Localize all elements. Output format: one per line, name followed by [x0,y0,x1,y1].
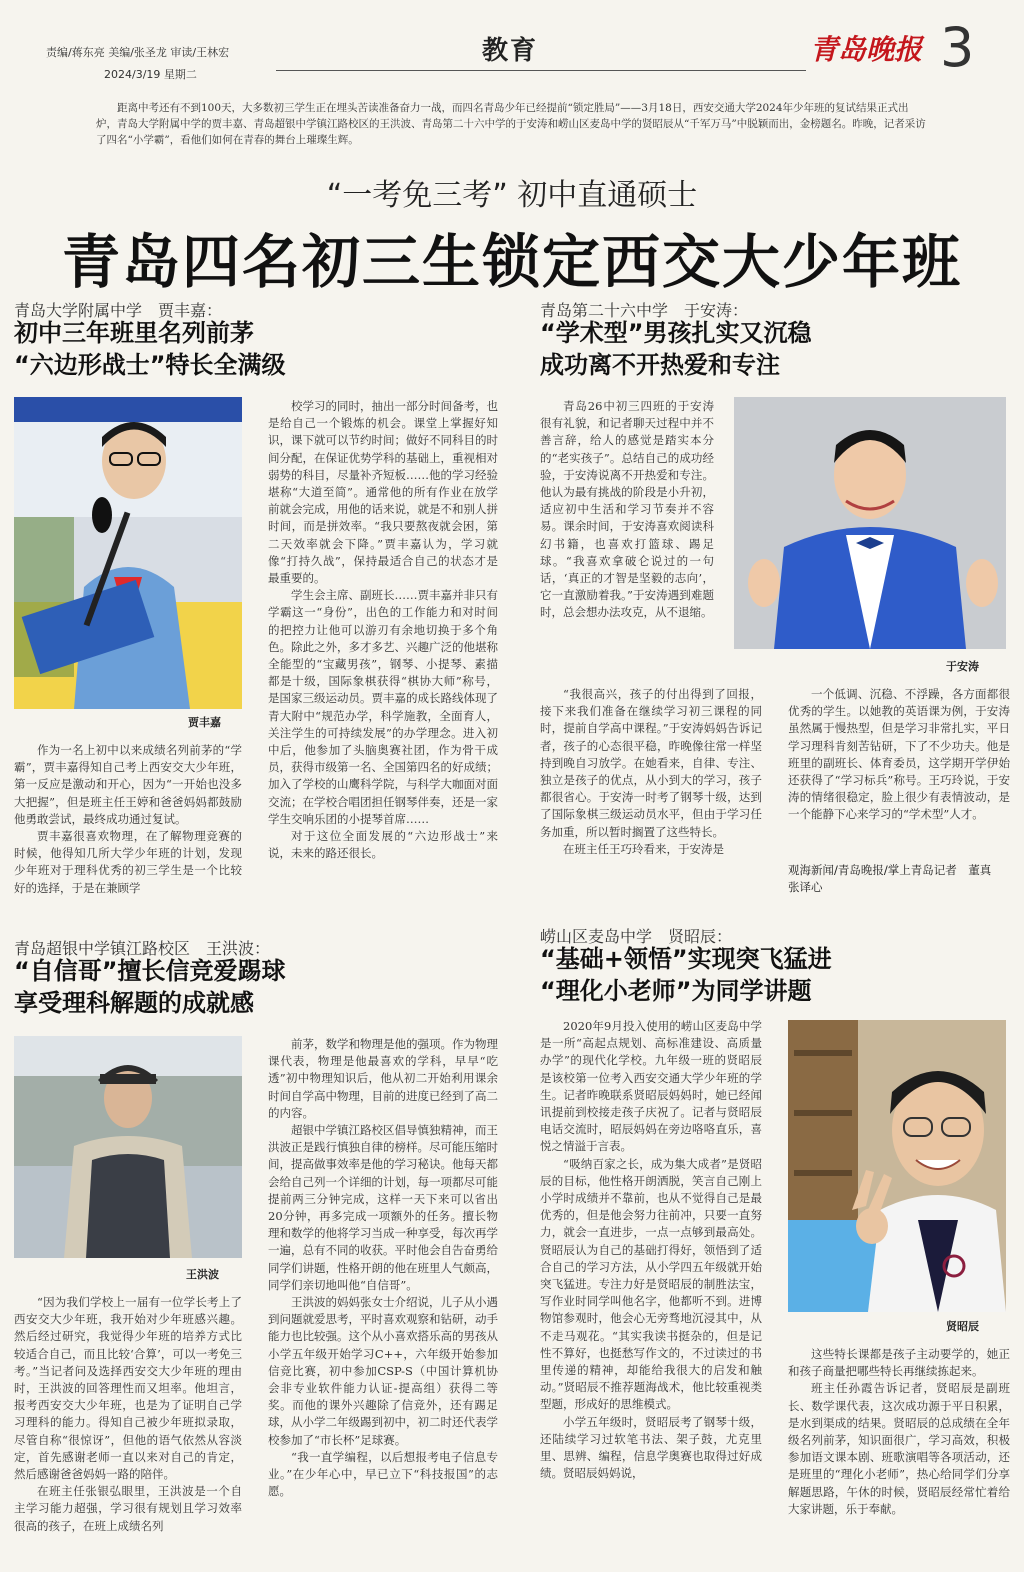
newspaper-logo: 青岛晚报 [810,33,923,66]
main-headline: 青岛四名初三生锁定西交大少年班 [61,228,962,296]
page-number: 3 [940,16,975,79]
story3-paragraph: “我一直学编程，以后想报考电子信息专业。”在少年心中，早已立下“科技报国”的志愿。 [268,1449,498,1499]
story1-column2 [268,398,498,914]
kicker-headline: “一考免三考” 初中直通硕士 [326,178,698,213]
story4-paragraph: “吸纳百家之长，成为集大成者”是贤昭辰的目标，他性格开朗洒脱，笑言自己刚上小学时成绩并不靠前，也从不觉得自己是最优秀的，但是他会努力往前冲，只要一直努力，就会一直进步，一点一点够到最高处。贤昭辰认为自己的基础打得好，领悟到了适合自己的学习方法，从小学四五年级就开始突飞猛进。专注力好是贤昭辰的制胜法宝，写作业时同学叫他名字，他都听不到。进博物馆参观时，他会心无旁骛地沉浸其中，从不走马观花。“其实我读书挺杂的，但是记性不算好，也挺愁写作文的，不过读过的书里传递的精神，却能给我很大的启发和触动。”贤昭辰不推荐题海战术，他比较重视类型题，形成好的思维模式。 [540,1156,762,1412]
story2-paragraph: “我很高兴，孩子的付出得到了回报，接下来我们准备在继续学习初三课程的同时，提前自学高中课程。”于安涛妈妈告诉记者，孩子的心态很平稳，昨晚像往常一样坚持到晚自习放学。在她看来，自律、专注、独立是孩子的优点，从小到大的学习，孩子都很省心。于安涛一时考了钢琴十级，达到了国际象棋三级运动员水平，但由于学习任务加重，所以暂时搁置了这些特长。 [540,687,762,839]
story3-paragraph: 在班主任张银弘眼里，王洪波是一个自主学习能力超强，学习很有规划且学习效率很高的孩子，在班上成绩名列 [14,1484,242,1533]
story3-paragraph: “因为我们学校上一届有一位学长考上了西安交大少年班，我开始对少年班感兴趣。然后经过研究，我觉得少年班的培养方式比较适合自己，而且比较‘合算’，可以一考免三考。”当记者问及选择西安交大少年班的理由时，王洪波的回答理性而又坦率。他坦言，报考西安交大少年班，也是为了证明自己学习理科的能力。得知自己被少年班拟录取，尽管自称“很惊讶”，但他的语气依然从容淡定，首先感谢老师一直以来对自己的肯定，然后感谢爸爸妈妈一路的陪伴。 [14,1295,242,1482]
story1-title-line1: 初中三年班里名列前茅 [14,319,254,347]
editors-line: 责编/蒋东亮 美编/张圣龙 审读/王林宏 [46,46,230,59]
story4-paragraph: 班主任孙霞告诉记者，贤昭辰是副班长、数学课代表，这次成功源于平日积累，是水到渠成的结果。贤昭辰的总成绩在全年级名列前茅，知识面很广，学习高效，积极参加语文课本剧、班歌演唱等各项活动，还是班里的“理化小老师”，热心给同学们分享解题思路，午休的时候，贤昭辰经常忙着给大家讲题，乐于奉献。 [788,1381,1010,1516]
story3-paragraph: 超银中学镇江路校区倡导慎独精神，而王洪波正是践行慎独自律的榜样。尽可能压缩时间，提高做事效率是他的学习秘诀。他每天都会给自己列一个详细的计划，每一项都尽可能提前两三分钟完成，这样一天下来可以省出20分钟，再多完成一项额外的任务。擅长物理和数学的他将学习当成一种享受，每次再学一遍，总有不同的收获。平时他会自告奋勇给同学们讲题，性格开朗的他在班里人气颇高，同学们亲切地叫他“自信哥”。 [268,1123,498,1292]
lead-paragraph: 距离中考还有不到100天，大多数初三学生正在埋头苦读准备奋力一战，而四名青岛少年已经提前“锁定胜局”——3月18日，西安交通大学2024年少年班的复试结果正式出炉，青岛大学附属中学的贾丰嘉、青岛超银中学镇江路校区的王洪波、青岛第二十六中学的于安涛和崂山区麦岛中学的贤昭辰从“千军万马”中脱颖而出，金榜题名。昨晚，记者采访了四名“小学霸”，看他们如何在青春的舞台上璀璨生辉。 [96,102,926,146]
story2-paragraph: 青岛26中初三四班的于安涛很有礼貌，和记者聊天过程中并不善言辞，给人的感觉是踏实本分的“老实孩子”。总结自己的成功经验，于安涛说离不开热爱和专注。他认为最有挑战的阶段是小升初，适应初中生活和学习节奏并不容易。课余时间，于安涛喜欢阅读科幻书籍，也喜欢打篮球、踢足球。“我喜欢拿破仑说过的一句话，‘真正的才智是坚毅的志向’，它一直激励着我。”于安涛遇到难题时，总会想办法攻克，从不退缩。 [540,399,714,620]
story1-paragraph: 校学习的同时，抽出一部分时间备考，也是给自己一个锻炼的机会。课堂上掌握好知识，课下就可以节约时间；做好不同科目的时间分配，在保证优势学科的基础上，重视相对弱势的科目，尽量补齐短板……他的学习经验堪称“大道至简”。通常他的所有作业在放学前就会完成，用他的话来说，就是不和别人拼时间，而是拼效率。“我只要熬夜就会困，第二天效率就会下降。”贾丰嘉认为，学习就像“打持久战”，保持最适合自己的状态才是最重要的。 [268,399,498,586]
story2-column1-top [540,398,714,686]
masthead-rule [276,70,806,71]
story4-title-line2: “理化小老师”为同学讲题 [540,977,812,1005]
story3-byline: 青岛超银中学镇江路校区 王洪波： [14,939,271,958]
story4-byline: 崂山区麦岛中学 贤昭辰： [540,927,733,946]
story4-paragraph: 2020年9月投入使用的崂山区麦岛中学是一所“高起点规划、高标准建设、高质量办学”的现代化学校。九年级一班的贤昭辰是该校第一位考入西安交通大学少年班的学生。记者昨晚联系贤昭辰妈妈时，她已经闻讯提前到校接走孩子庆祝了。记者与贤昭辰电话交流时，昭辰妈妈在旁边咯咯直乐，喜悦之情溢于言表。 [540,1019,762,1154]
story1-photo [14,397,242,709]
story2-column2 [788,686,1010,858]
story2-photo-caption: 于安涛 [946,660,979,673]
story3-column2 [268,1036,498,1558]
story2-reporter-credit: 观海新闻/青岛晚报/掌上青岛记者 董真 张译心 [788,863,1003,894]
issue-date: 2024/3/19 星期二 [104,68,197,81]
story2-byline: 青岛第二十六中学 于安涛： [540,301,749,320]
story1-photo-caption: 贾丰嘉 [188,716,221,729]
story2-paragraph: 一个低调、沉稳、不浮躁，各方面都很优秀的学生。以她教的英语课为例，于安涛虽然属于慢热型，但是学习非常扎实，平日学习理科肯刻苦钻研，下了不少功夫。他是班里的副班长、体育委员，这学期开学伊始还获得了“学习标兵”称号。王巧玲说，于安涛的情绪很稳定，脸上很少有表情波动，是一个能静下心来学习的“学术型”人才。 [788,687,1010,822]
section-title: 教育 [482,36,539,66]
story1-paragraph: 贾丰嘉很喜欢物理，在了解物理竞赛的时候，他得知几所大学少年班的计划，发现少年班对于理科优秀的初三学生是一个比较好的选择，于是在兼顾学 [14,829,242,895]
story2-column1-bottom [540,686,762,896]
story1-byline: 青岛大学附属中学 贾丰嘉： [14,301,223,320]
story4-photo-caption: 贤昭辰 [946,1320,979,1333]
story1-paragraph: 对于这位全面发展的“六边形战士”来说，未来的路还很长。 [268,829,498,861]
story4-title-line1: “基础+领悟”实现突飞猛进 [540,945,832,973]
story4-column2 [788,1346,1010,1558]
story3-paragraph: 前茅，数学和物理是他的强项。作为物理课代表，物理是他最喜欢的学科，早早“吃透”初中物理知识后，他从初二开始利用课余时间自学高中物理，目前的进度已经到了高二的内容。 [268,1037,498,1120]
story2-paragraph: 在班主任王巧玲看来，于安涛是 [563,841,724,856]
story4-column1 [540,1018,762,1558]
story4-paragraph: 小学五年级时，贤昭辰考了钢琴十级，还陆续学习过软笔书法、架子鼓，尤克里里、思辨、编程，信息学奥赛也取得过好成绩。贤昭辰妈妈说， [540,1414,762,1481]
story3-column1 [14,1294,242,1558]
story2-photo [734,397,1006,649]
story1-title-line2: “六边形战士”特长全满级 [14,351,286,379]
story3-title-line1: “自信哥”擅长信竞爱踢球 [14,957,286,985]
story2-title-line2: 成功离不开热爱和专注 [540,351,780,379]
story3-title-line2: 享受理科解题的成就感 [14,989,254,1017]
story2-title-line1: “学术型”男孩扎实又沉稳 [540,319,812,347]
story1-paragraph: 学生会主席、副班长……贾丰嘉并非只有学霸这一“身份”，出色的工作能力和对时间的把控力让他可以游刃有余地切换于多个角色。除此之外，多才多艺、兴趣广泛的他堪称全能型的“宝藏男孩”，钢琴、小提琴、素描都是十级，国际象棋获得“棋协大师”称号，是国家三级运动员。贾丰嘉的成长路线体现了青大附中“规范办学，科学施教，全面育人，关注学生的可持续发展”的办学理念。进入初中后，他参加了头脑奥赛社团，作为骨干成员，获得市级第一名、全国第四名的好成绩；加入了学校的山鹰科学院，与科学大咖面对面交流；在学校合唱团担任钢琴伴奏，还是一家学生交响乐团的小提琴首席…… [268,588,498,826]
story3-photo-caption: 王洪波 [186,1268,219,1281]
story3-photo [14,1036,242,1258]
story3-paragraph: 王洪波的妈妈张女士介绍说，儿子从小遇到问题就爱思考，平时喜欢观察和钻研，动手能力也比较强。这个从小喜欢搭乐高的男孩从小学五年级开始学习C++，六年级开始参加信竞比赛，初中参加CSP-S（中国计算机协会非专业软件能力认证-提高组）获得二等奖。而他的课外兴趣除了信竞外，还有踢足球，从小学二年级踢到初中，初二时还代表学校参加了“市长杯”足球赛。 [268,1295,498,1447]
story1-column1 [14,742,242,914]
story4-photo [788,1020,1006,1312]
story4-paragraph: 这些特长课都是孩子主动要学的，她正和孩子商量把哪些特长再继续拣起来。 [788,1347,1010,1379]
story1-paragraph: 作为一名上初中以来成绩名列前茅的“学霸”，贾丰嘉得知自己考上西安交大少年班，第一反应是激动和开心，因为“一开始也没多大把握”，但是班主任王婷和爸爸妈妈都鼓励他勇敢尝试，最终成功通过复试。 [14,743,242,826]
